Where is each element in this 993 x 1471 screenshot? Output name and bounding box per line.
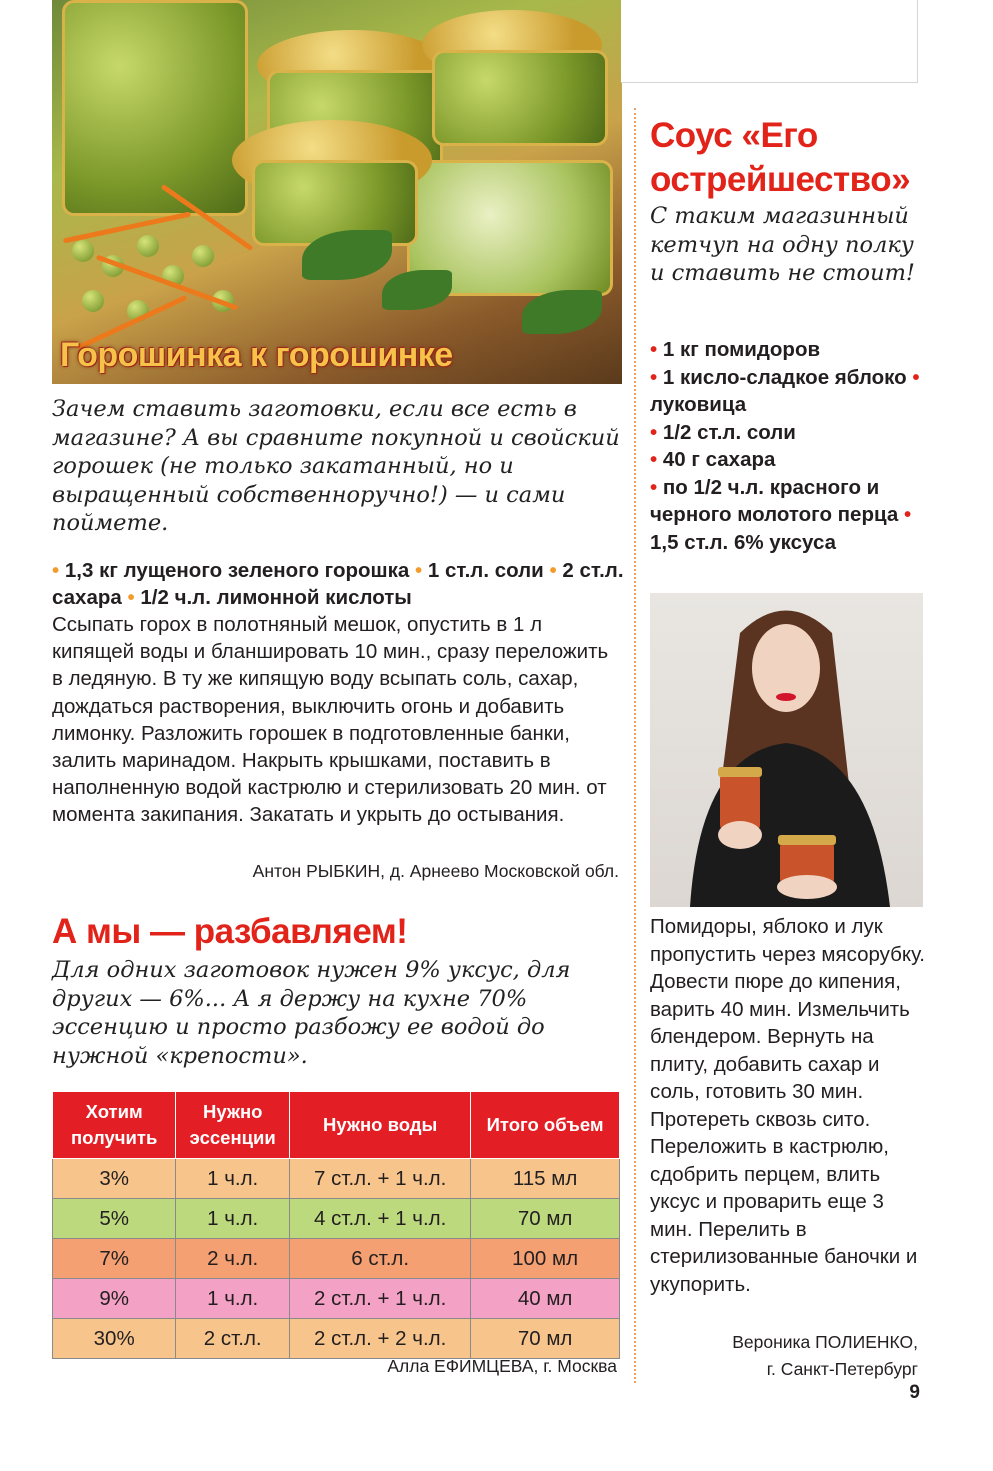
table-cell-total: 70 мл [471, 1319, 620, 1359]
table-cell-essence: 1 ч.л. [176, 1199, 290, 1239]
peas-jars-photo [52, 0, 622, 384]
ingredient-item: 40 г сахара [662, 448, 776, 471]
table-cell-water: 2 ст.л. + 1 ч.л. [290, 1279, 471, 1319]
table-cell-total: 70 мл [471, 1199, 620, 1239]
vinegar-author: Алла ЕФИМЦЕВА, г. Москва [387, 1356, 617, 1376]
ingredient-item: 1 кг помидоров [662, 338, 821, 361]
ingredient-item: 1/2 ч.л. лимонной кислоты [140, 586, 412, 609]
peas-ingredients [52, 557, 627, 611]
bullet-icon: • [912, 365, 920, 389]
table-cell-target: 3% [53, 1159, 176, 1199]
table-cell-water: 4 ст.л. + 1 ч.л. [290, 1199, 471, 1239]
table-cell-essence: 2 ст.л. [176, 1319, 290, 1359]
bullet-icon: • [549, 559, 557, 582]
bullet-icon: • [650, 365, 658, 389]
column-header: Нужно эссенции [176, 1092, 290, 1159]
ingredient-item: 2 ст.л. сахара [52, 559, 624, 609]
top-right-blank-box [621, 0, 918, 83]
table-row [53, 1279, 620, 1319]
sauce-author [650, 1329, 918, 1383]
sauce-intro: С таким магазинный кетчуп на одну полку и ставить не стоит! [650, 203, 915, 286]
bullet-icon: • [52, 559, 60, 582]
woman-with-jars-illustration [650, 593, 923, 907]
bullet-icon: • [127, 586, 135, 609]
table-cell-total: 40 мл [471, 1279, 620, 1319]
author-photo [650, 593, 923, 907]
table-cell-essence: 2 ч.л. [176, 1239, 290, 1279]
peas-photo-title: Горошинка к горошинке [60, 336, 453, 374]
column-divider [634, 108, 636, 1383]
sauce-author-name: Вероника ПОЛИЕНКО, [732, 1332, 918, 1352]
sauce-author-city: г. Санкт-Петербург [766, 1359, 918, 1379]
table-cell-water: 2 ст.л. + 2 ч.л. [290, 1319, 471, 1359]
ingredient-item: 1 кисло-сладкое яблоко [662, 365, 907, 389]
page-number: 9 [909, 1382, 920, 1403]
column-header: Хотим получить [53, 1092, 176, 1159]
table-cell-essence: 1 ч.л. [176, 1159, 290, 1199]
dilution-table [52, 1091, 620, 1359]
sauce-ingredients [650, 336, 925, 556]
table-row [53, 1319, 620, 1359]
bullet-icon: • [650, 475, 658, 499]
ingredient-item: луковица [650, 393, 747, 416]
peas-method: Ссыпать горох в полотняный мешок, опустить в 1 л кипящей воды и бланшировать 10 мин., сразу переложить в ледяную. В ту же кипящую воду всыпать соль, сахар, дождаться растворения, выключить огонь и добавить лимонку. Разложить горошек в подготовленные банки, залить маринадом. Накрыть крышками, поставить в наполненную водой кастрюлю и стерилизовать 20 мин. от момента закипания. Закатать и укрыть до остывания. [52, 613, 609, 827]
ingredient-item: по 1/2 ч.л. красного и черного молотого перца [650, 475, 899, 526]
table-cell-target: 7% [53, 1239, 176, 1279]
column-header: Итого объем [471, 1092, 620, 1159]
ingredient-item: 1 ст.л. соли [427, 559, 544, 582]
sauce-method: Помидоры, яблоко и лук пропустить через мясорубку. Довести пюре до кипения, варить 40 мин. Измельчить блендером. Вернуть на плиту, добавить сахар и соль, готовить 30 мин. Протереть сквозь сито. Переложить в кастрюлю, сдобрить перцем, влить уксус и проварить еще 3 мин. Перелить в стерилизованные баночки и укупорить. [650, 915, 925, 1296]
table-row [53, 1159, 620, 1199]
table-cell-total: 100 мл [471, 1239, 620, 1279]
ingredient-item: 1/2 ст.л. соли [662, 420, 796, 444]
bullet-icon: • [650, 420, 658, 444]
table-cell-water: 6 ст.л. [290, 1239, 471, 1279]
ingredient-item: 1,3 кг лущеного зеленого горошка [64, 559, 410, 582]
bullet-icon: • [650, 448, 658, 471]
bullet-icon: • [650, 338, 658, 361]
table-cell-target: 9% [53, 1279, 176, 1319]
ingredient-item: 1,5 ст.л. 6% уксуса [650, 530, 837, 554]
table-cell-water: 7 ст.л. + 1 ч.л. [290, 1159, 471, 1199]
bullet-icon: • [903, 503, 912, 526]
table-cell-target: 5% [53, 1199, 176, 1239]
peas-intro: Зачем ставить заготовки, если все есть в магазине? А вы сравните покупной и свойский горошек (не только закатанный, но и выращенный собственноручно!) — и сами поймете. [52, 396, 620, 536]
table-cell-essence: 1 ч.л. [176, 1279, 290, 1319]
peas-author: Антон РЫБКИН, д. Арнеево Московской обл. [252, 861, 619, 881]
sauce-title: Соус «Его острейшество» [650, 116, 911, 199]
vinegar-title: А мы — разбавляем! [52, 912, 408, 951]
vinegar-intro: Для одних заготовок нужен 9% уксус, для других — 6%... А я держу на кухне 70% эссенцию и просто разбожу ее водой до нужной «крепости». [52, 957, 571, 1069]
table-row [53, 1239, 620, 1279]
bullet-icon: • [414, 559, 423, 582]
table-cell-total: 115 мл [471, 1159, 620, 1199]
table-cell-target: 30% [53, 1319, 176, 1359]
table-row [53, 1199, 620, 1239]
column-header: Нужно воды [290, 1092, 471, 1159]
